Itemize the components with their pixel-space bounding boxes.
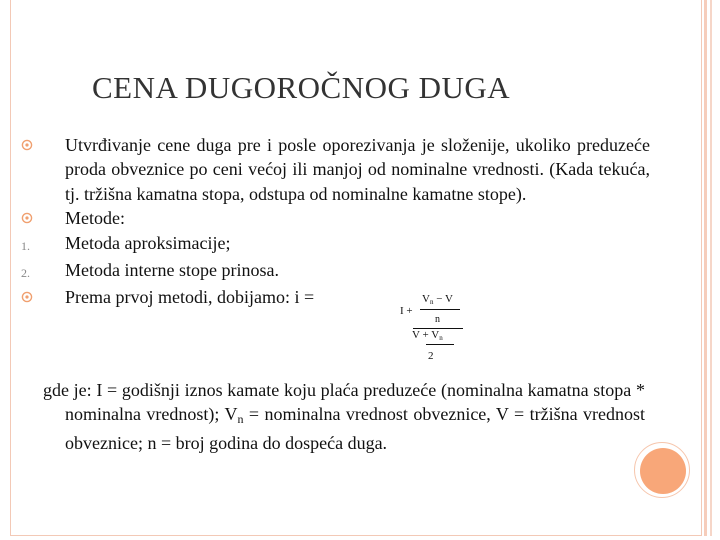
formula-two: 2 [428, 350, 434, 362]
bullet-icon [20, 285, 65, 303]
decorative-rule-thin [710, 0, 712, 536]
decorative-rule [704, 0, 707, 536]
list-number: 2. [21, 266, 30, 281]
formula-denominator: V + Vn [412, 329, 443, 342]
list-item-text: Metoda aproksimacije; [65, 232, 231, 253]
list-item-text: Utvrđivanje cene duga pre i posle oporezivanja je složenije, ukoliko preduzeće proda obveznice po ceni većoj ili manjoj od nominalne vrednosti. (Kada tekuća, tj. tržišna kamatna stopa, odstupa od nominalne kamatne stope). [65, 135, 650, 204]
formula-numerator: $V_n - V$ [422, 293, 453, 306]
bullet-icon [20, 133, 65, 151]
list-item-text: Metode: [65, 208, 125, 229]
fraction-line [420, 309, 460, 310]
bullet-list [20, 133, 650, 310]
formula-i-term: I + [400, 305, 413, 317]
definitions-paragraph: gde je: I = godišnji iznos kamate koju plaća preduzeće (nominalna kamatna stopa * nominalna vrednost); $V_n$ = nominalna vrednost obveznice, V = tržišna vrednost obveznice; n = broj godina do dospeća duga. [43, 380, 645, 454]
list-item-text: Prema prvoj metodi, dobijamo: i = [65, 287, 315, 308]
formula-image [398, 292, 468, 366]
list-number: 1. [21, 238, 30, 253]
list-item [20, 258, 650, 285]
decorative-circle [640, 448, 686, 494]
list-item [20, 285, 650, 309]
list-item [20, 231, 650, 258]
formula-n: n [435, 314, 440, 325]
bullet-icon [20, 206, 65, 224]
list-item [20, 133, 650, 206]
list-item [20, 206, 650, 230]
list-item-text: Metoda interne stope prinosa. [65, 260, 279, 281]
fraction-line-denominator [426, 344, 454, 345]
slide-title: CENA DUGOROČNOG DUGA [92, 70, 511, 105]
